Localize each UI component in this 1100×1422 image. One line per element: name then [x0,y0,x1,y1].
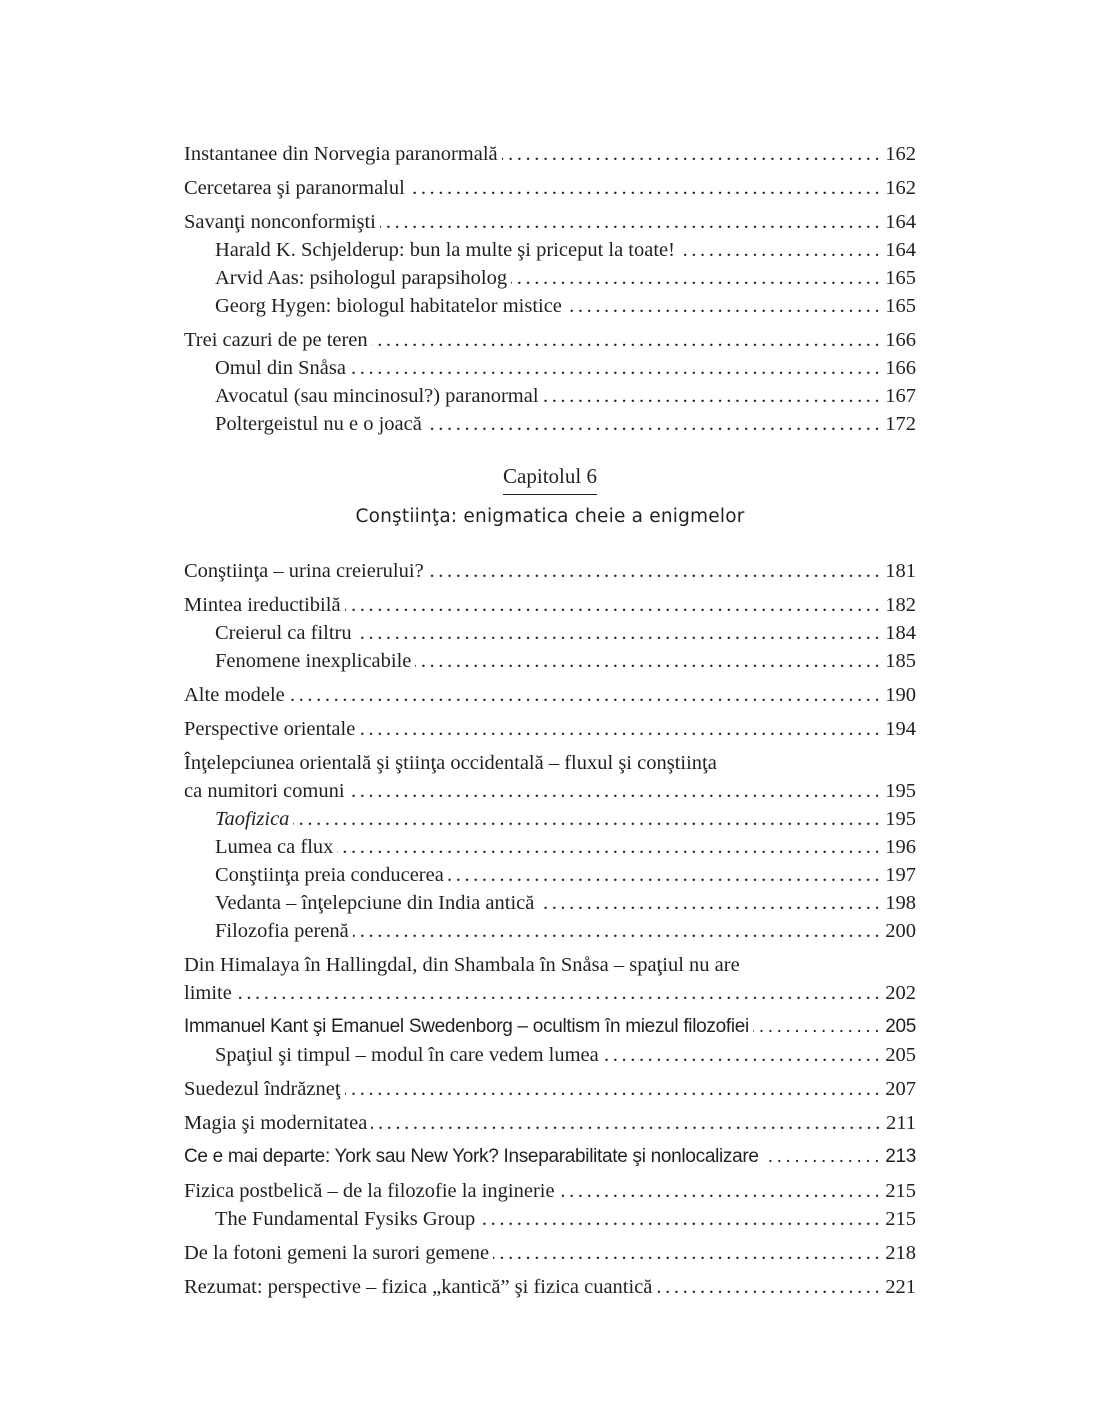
toc-group [184,140,916,168]
toc-group [184,326,916,438]
toc-group [184,951,916,1007]
toc-subentry [184,382,916,410]
toc-section-1 [184,140,916,438]
entry-title: Perspective orientale [184,718,356,740]
toc-subentry [184,805,916,833]
toc-subentry [184,1041,916,1069]
page-number: 162 [885,143,916,165]
dot-leader [353,917,883,945]
entry-title: The Fundamental Fysiks Group [215,1208,476,1230]
table-of-contents [184,140,916,1307]
page-number: 221 [885,1276,916,1298]
dot-leader [371,1109,884,1137]
toc-subentry [184,833,916,861]
dot-leader [448,861,883,889]
page-number: 164 [885,239,916,261]
toc-section-2 [184,557,916,1301]
dot-leader [543,382,884,410]
page-number: 166 [885,357,916,379]
dot-leader [426,410,883,438]
toc-subentry [184,619,916,647]
entry-title: ca numitori comuni [184,780,345,802]
toc-subentry [184,410,916,438]
page-number: 207 [885,1078,916,1100]
dot-leader [356,619,884,647]
toc-entry [184,208,916,236]
entry-title: Conştiinţa – urina creierului? [184,560,424,582]
entry-title: Creierul ca filtru [215,622,352,644]
entry-title: Immanuel Kant şi Emanuel Swedenborg – ocultism în miezul filozofiei [184,1016,749,1037]
page-number: 167 [885,385,916,407]
entry-title: Fizica postbelică – de la filozofie la inginerie [184,1180,555,1202]
toc-subentry [184,647,916,675]
dot-leader [337,833,883,861]
page-number: 211 [886,1112,916,1134]
entry-title: Fenomene inexplicabile [215,650,412,672]
entry-title: Savanţi nonconformişti [184,211,376,233]
toc-entry [184,1075,916,1103]
dot-leader [493,1239,883,1267]
dot-leader [345,591,884,619]
page-number: 196 [885,836,916,858]
toc-subentry [184,354,916,382]
toc-group [184,1075,916,1103]
toc-entry [184,140,916,168]
dot-leader [236,979,883,1007]
entry-title-line: Înţelepciunea orientală şi ştiinţa occidentală – fluxul şi conştiinţa [184,752,717,774]
entry-title: Arvid Aas: psihologul parapsiholog [215,267,508,289]
entry-title: Magia şi modernitatea [184,1112,368,1134]
page-number: 218 [885,1242,916,1264]
toc-entry [184,174,916,202]
toc-entry [184,326,916,354]
entry-title-line: Din Himalaya în Hallingdal, din Shambala în Snåsa – spaţiul nu are [184,954,740,976]
dot-leader [656,1273,883,1301]
entry-title: Filozofia perenă [215,920,349,942]
page-number: 205 [885,1016,916,1037]
page-number: 215 [885,1208,916,1230]
dot-leader [293,805,883,833]
toc-entry [184,557,916,585]
page-number: 166 [885,329,916,351]
entry-title: Avocatul (sau mincinosul?) paranormal [215,385,539,407]
entry-title: Alte modele [184,684,285,706]
dot-leader [559,1177,884,1205]
entry-title: Conştiinţa preia conducerea [215,864,444,886]
dot-leader [511,264,883,292]
entry-title: Cercetarea şi paranormalul [184,177,405,199]
page-number: 172 [885,413,916,435]
chapter-heading [184,462,916,531]
toc-subentry [184,236,916,264]
dot-leader [753,1013,883,1041]
dot-leader [359,715,883,743]
page-number: 200 [885,920,916,942]
entry-title: Suedezul îndrăzneţ [184,1078,341,1100]
chapter-title: Conştiinţa: enigmatica cheie a enigmelor [355,506,745,527]
entry-title: Lumea ca flux [215,836,334,858]
toc-group [184,1177,916,1233]
entry-title: De la fotoni gemeni la surori gemene [184,1242,490,1264]
entry-title: Harald K. Schjelderup: bun la multe şi priceput la toate! [215,239,675,261]
dot-leader [349,777,884,805]
toc-entry [184,1177,916,1205]
entry-title: Instantanee din Norvegia paranormală [184,143,498,165]
toc-entry [184,1013,916,1041]
page-number: 165 [885,267,916,289]
toc-entry [184,1109,916,1137]
page-number: 205 [885,1044,916,1066]
toc-entry [184,681,916,709]
page-number: 184 [885,622,916,644]
dot-leader [345,1075,884,1103]
toc-group [184,591,916,675]
entry-title: Ce e mai departe: York sau New York? Inseparabilitate şi nonlocalizare [184,1146,759,1167]
toc-group [184,1239,916,1267]
page-number: 213 [885,1146,916,1167]
dot-leader [350,354,883,382]
entry-title: Omul din Snåsa [215,357,346,379]
page-number: 195 [885,808,916,830]
page-number: 165 [885,295,916,317]
chapter-label: Capitolul 6 [503,462,597,495]
entry-title: Mintea ireductibilă [184,594,341,616]
toc-entry [184,591,916,619]
toc-group [184,1143,916,1171]
toc-group [184,1273,916,1301]
page-number: 202 [885,982,916,1004]
toc-subentry [184,861,916,889]
toc-group [184,208,916,320]
dot-leader [479,1205,883,1233]
toc-group [184,1013,916,1069]
toc-group [184,681,916,709]
toc-entry [184,979,916,1007]
dot-leader [380,208,883,236]
toc-subentry [184,292,916,320]
dot-leader [409,174,883,202]
entry-title: Poltergeistul nu e o joacă [215,413,422,435]
page-number: 181 [885,560,916,582]
page-number: 162 [885,177,916,199]
dot-leader [603,1041,884,1069]
entry-title: Rezumat: perspective – fizica „kantică” şi fizica cuantică [184,1276,653,1298]
toc-subentry [184,1205,916,1233]
toc-subentry [184,889,916,917]
page-number: 194 [885,718,916,740]
page-number: 182 [885,594,916,616]
dot-leader [763,1143,883,1171]
toc-subentry [184,264,916,292]
toc-group [184,174,916,202]
dot-leader [289,681,883,709]
dot-leader [566,292,883,320]
toc-entry [184,1239,916,1267]
toc-entry [184,715,916,743]
toc-entry [184,1143,916,1171]
entry-title: Georg Hygen: biologul habitatelor mistice [215,295,562,317]
entry-title: Taofizica [215,808,290,830]
toc-group [184,749,916,945]
page-number: 195 [885,780,916,802]
dot-leader [502,140,884,168]
toc-entry [184,1273,916,1301]
entry-title: limite [184,982,232,1004]
toc-entry [184,777,916,805]
dot-leader [679,236,883,264]
page-number: 190 [885,684,916,706]
toc-group [184,1109,916,1137]
page-number: 198 [885,892,916,914]
dot-leader [415,647,883,675]
entry-title: Trei cazuri de pe teren [184,329,368,351]
dot-leader [372,326,884,354]
page-number: 197 [885,864,916,886]
entry-title: Vedanta – înţelepciune din India antică [215,892,535,914]
page-number: 185 [885,650,916,672]
page-number: 215 [885,1180,916,1202]
page-number: 164 [885,211,916,233]
toc-subentry [184,917,916,945]
toc-group [184,715,916,743]
dot-leader [428,557,884,585]
entry-title: Spaţiul şi timpul – modul în care vedem lumea [215,1044,599,1066]
toc-group [184,557,916,585]
dot-leader [538,889,883,917]
